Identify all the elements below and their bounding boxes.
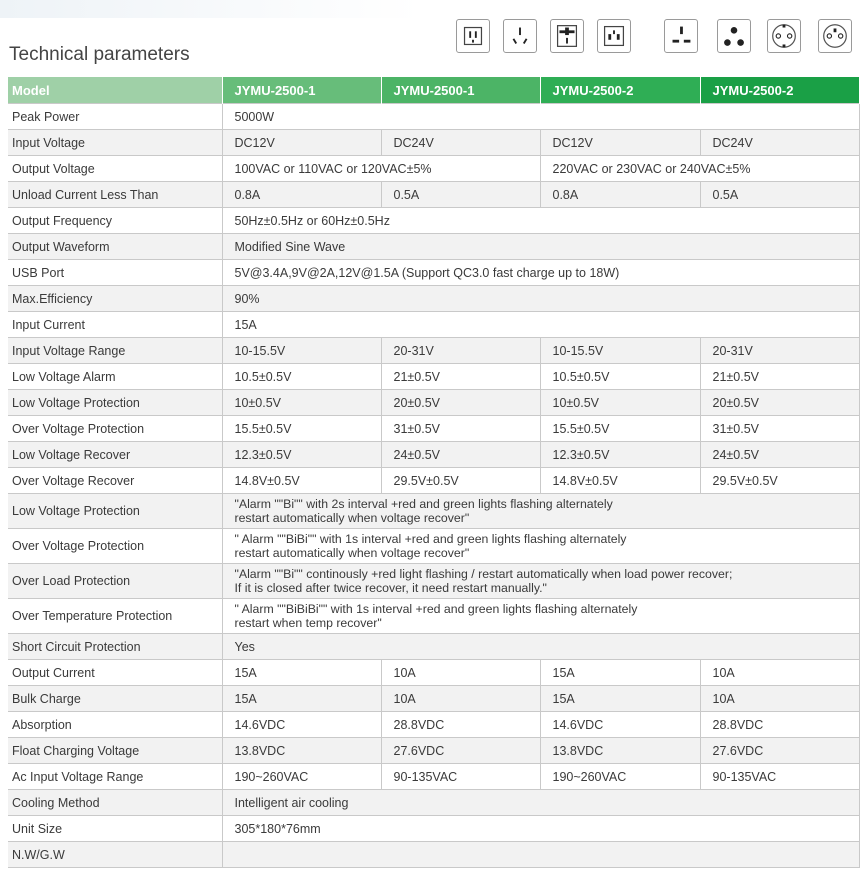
spec-value: DC12V <box>222 130 381 156</box>
spec-value: 13.8VDC <box>222 738 381 764</box>
australian-outlet-icon <box>503 19 537 53</box>
spec-value: 21±0.5V <box>700 364 859 390</box>
header-col-2: JYMU-2500-1 <box>381 77 540 104</box>
top-banner-fade <box>0 0 420 18</box>
spec-value: 10A <box>700 660 859 686</box>
spec-label: Output Voltage <box>8 156 222 182</box>
spec-value <box>222 286 859 312</box>
spec-value-line: 5V@3.4A,9V@2A,12V@1.5A (Support QC3.0 fast charge up to 18W) <box>234 265 620 280</box>
spec-value: 20±0.5V <box>381 390 540 416</box>
spec-row <box>8 130 859 156</box>
header-col-3: JYMU-2500-2 <box>540 77 700 104</box>
spec-row <box>8 442 859 468</box>
spec-label: Over Load Protection <box>8 564 222 599</box>
spec-label: Over Voltage Protection <box>8 416 222 442</box>
spec-value <box>222 790 859 816</box>
spec-value: 190~260VAC <box>540 764 700 790</box>
spec-label: Short Circuit Protection <box>8 634 222 660</box>
spec-value-line: If it is closed after twice recover, it need restart manually." <box>234 581 547 595</box>
spec-value: 20±0.5V <box>700 390 859 416</box>
spec-value <box>222 104 859 130</box>
spec-value <box>222 234 859 260</box>
spec-value: 10±0.5V <box>222 390 381 416</box>
spec-value <box>222 564 859 599</box>
spec-value: 10.5±0.5V <box>540 364 700 390</box>
spec-row <box>8 738 859 764</box>
spec-value <box>222 312 859 338</box>
spec-value <box>222 260 859 286</box>
spec-row <box>8 104 859 130</box>
socket-type-icons <box>0 19 866 59</box>
spec-value: 28.8VDC <box>700 712 859 738</box>
spec-value: 0.8A <box>540 182 700 208</box>
spec-label: Float Charging Voltage <box>8 738 222 764</box>
spec-row <box>8 286 859 312</box>
spec-label: Output Frequency <box>8 208 222 234</box>
spec-value: 27.6VDC <box>381 738 540 764</box>
spec-value <box>222 816 859 842</box>
french-outlet-icon <box>818 19 852 53</box>
spec-label: N.W/G.W <box>8 842 222 868</box>
spec-label: Low Voltage Protection <box>8 390 222 416</box>
spec-value: 10-15.5V <box>540 338 700 364</box>
spec-label: Over Voltage Recover <box>8 468 222 494</box>
spec-value: 15A <box>540 660 700 686</box>
spec-value: 15A <box>540 686 700 712</box>
universal-outlet-icon <box>550 19 584 53</box>
spec-label: Output Waveform <box>8 234 222 260</box>
spec-row <box>8 816 859 842</box>
spec-row <box>8 712 859 738</box>
spec-value: 10-15.5V <box>222 338 381 364</box>
spec-value: 15.5±0.5V <box>222 416 381 442</box>
spec-value-line: "Alarm ""Bi"" continously +red light flashing / restart automatically when load power recover; <box>234 567 733 581</box>
spec-label: USB Port <box>8 260 222 286</box>
spec-value: 24±0.5V <box>700 442 859 468</box>
spec-row <box>8 338 859 364</box>
spec-value-line: restart automatically when voltage recover" <box>234 511 470 525</box>
spec-value: 24±0.5V <box>381 442 540 468</box>
spec-value-line: "Alarm ""Bi"" with 2s interval +red and green lights flashing alternately <box>234 497 613 511</box>
spec-value: 10A <box>381 660 540 686</box>
spec-row <box>8 468 859 494</box>
page-title: Technical parameters <box>9 44 190 65</box>
spec-row <box>8 364 859 390</box>
spec-value: 15A <box>222 686 381 712</box>
spec-value: 29.5V±0.5V <box>700 468 859 494</box>
spec-value: 10A <box>381 686 540 712</box>
spec-value: 28.8VDC <box>381 712 540 738</box>
spec-label: Input Voltage Range <box>8 338 222 364</box>
spec-value: 12.3±0.5V <box>540 442 700 468</box>
spec-label: Input Current <box>8 312 222 338</box>
spec-value: 0.5A <box>700 182 859 208</box>
spec-value: 31±0.5V <box>381 416 540 442</box>
spec-value: 31±0.5V <box>700 416 859 442</box>
spec-value <box>222 599 859 634</box>
spec-value-line: Modified Sine Wave <box>234 239 346 254</box>
spec-value: 14.8V±0.5V <box>540 468 700 494</box>
spec-row <box>8 494 859 529</box>
us-outlet-icon <box>456 19 490 53</box>
spec-table <box>8 77 860 868</box>
spec-label: Cooling Method <box>8 790 222 816</box>
spec-value-line: 305*180*76mm <box>234 821 321 836</box>
spec-row <box>8 208 859 234</box>
spec-value: 90-135VAC <box>700 764 859 790</box>
spec-value: 220VAC or 230VAC or 240VAC±5% <box>540 156 859 182</box>
spec-value: 190~260VAC <box>222 764 381 790</box>
spec-row <box>8 234 859 260</box>
spec-value: 20-31V <box>700 338 859 364</box>
spec-row <box>8 156 859 182</box>
spec-value: 14.6VDC <box>540 712 700 738</box>
spec-label: Input Voltage <box>8 130 222 156</box>
spec-label: Bulk Charge <box>8 686 222 712</box>
spec-label: Max.Efficiency <box>8 286 222 312</box>
universal-outlet-2-icon <box>597 19 631 53</box>
spec-row <box>8 260 859 286</box>
spec-value: 90-135VAC <box>381 764 540 790</box>
spec-value: 14.6VDC <box>222 712 381 738</box>
spec-value-line: " Alarm ""BiBi"" with 1s interval +red and green lights flashing alternately <box>234 532 627 546</box>
spec-value: DC12V <box>540 130 700 156</box>
spec-value: 14.8V±0.5V <box>222 468 381 494</box>
spec-row <box>8 634 859 660</box>
spec-value: 10±0.5V <box>540 390 700 416</box>
uk-outlet-icon <box>664 19 698 53</box>
spec-label: Unit Size <box>8 816 222 842</box>
spec-label: Over Temperature Protection <box>8 599 222 634</box>
spec-label: Unload Current Less Than <box>8 182 222 208</box>
spec-table-header <box>8 77 859 104</box>
spec-row <box>8 416 859 442</box>
spec-row <box>8 790 859 816</box>
spec-value <box>222 494 859 529</box>
header-col-4: JYMU-2500-2 <box>700 77 859 104</box>
spec-value: 10A <box>700 686 859 712</box>
spec-row <box>8 182 859 208</box>
spec-value: 13.8VDC <box>540 738 700 764</box>
spec-value: 100VAC or 110VAC or 120VAC±5% <box>222 156 540 182</box>
spec-row <box>8 599 859 634</box>
spec-row <box>8 660 859 686</box>
spec-value: 10.5±0.5V <box>222 364 381 390</box>
spec-value-line: 15A <box>234 317 257 332</box>
spec-row <box>8 390 859 416</box>
spec-value: 20-31V <box>381 338 540 364</box>
spec-label: Absorption <box>8 712 222 738</box>
spec-value: 0.5A <box>381 182 540 208</box>
spec-row <box>8 764 859 790</box>
spec-value: 27.6VDC <box>700 738 859 764</box>
spec-value-line: restart automatically when voltage recover" <box>234 546 470 560</box>
spec-label: Output Current <box>8 660 222 686</box>
spec-value: 12.3±0.5V <box>222 442 381 468</box>
spec-row <box>8 842 859 868</box>
spec-label: Low Voltage Recover <box>8 442 222 468</box>
spec-row <box>8 312 859 338</box>
spec-value <box>222 842 859 868</box>
spec-label: Peak Power <box>8 104 222 130</box>
spec-value <box>222 208 859 234</box>
spec-value <box>222 634 859 660</box>
spec-label: Low Voltage Protection <box>8 494 222 529</box>
spec-value: 15A <box>222 660 381 686</box>
spec-value: 21±0.5V <box>381 364 540 390</box>
spec-value: DC24V <box>381 130 540 156</box>
european-round-outlet-icon <box>717 19 751 53</box>
spec-value: DC24V <box>700 130 859 156</box>
spec-value-line: Intelligent air cooling <box>234 795 349 810</box>
spec-value-line: " Alarm ""BiBiBi"" with 1s interval +red and green lights flashing alternately <box>234 602 638 616</box>
spec-value: 29.5V±0.5V <box>381 468 540 494</box>
spec-value-line: Yes <box>234 639 255 654</box>
spec-row <box>8 686 859 712</box>
spec-row <box>8 564 859 599</box>
header-col-1: JYMU-2500-1 <box>222 77 381 104</box>
spec-label: Over Voltage Protection <box>8 529 222 564</box>
spec-label: Low Voltage Alarm <box>8 364 222 390</box>
header-model: Model <box>8 77 222 104</box>
spec-value: 15.5±0.5V <box>540 416 700 442</box>
spec-value-line: 5000W <box>234 109 275 124</box>
spec-row <box>8 529 859 564</box>
spec-label: Ac Input Voltage Range <box>8 764 222 790</box>
spec-value-line: 90% <box>234 291 260 306</box>
spec-value-line: 50Hz±0.5Hz or 60Hz±0.5Hz <box>234 213 390 228</box>
spec-value: 0.8A <box>222 182 381 208</box>
schuko-outlet-icon <box>767 19 801 53</box>
spec-value <box>222 529 859 564</box>
spec-value-line: restart when temp recover" <box>234 616 382 630</box>
